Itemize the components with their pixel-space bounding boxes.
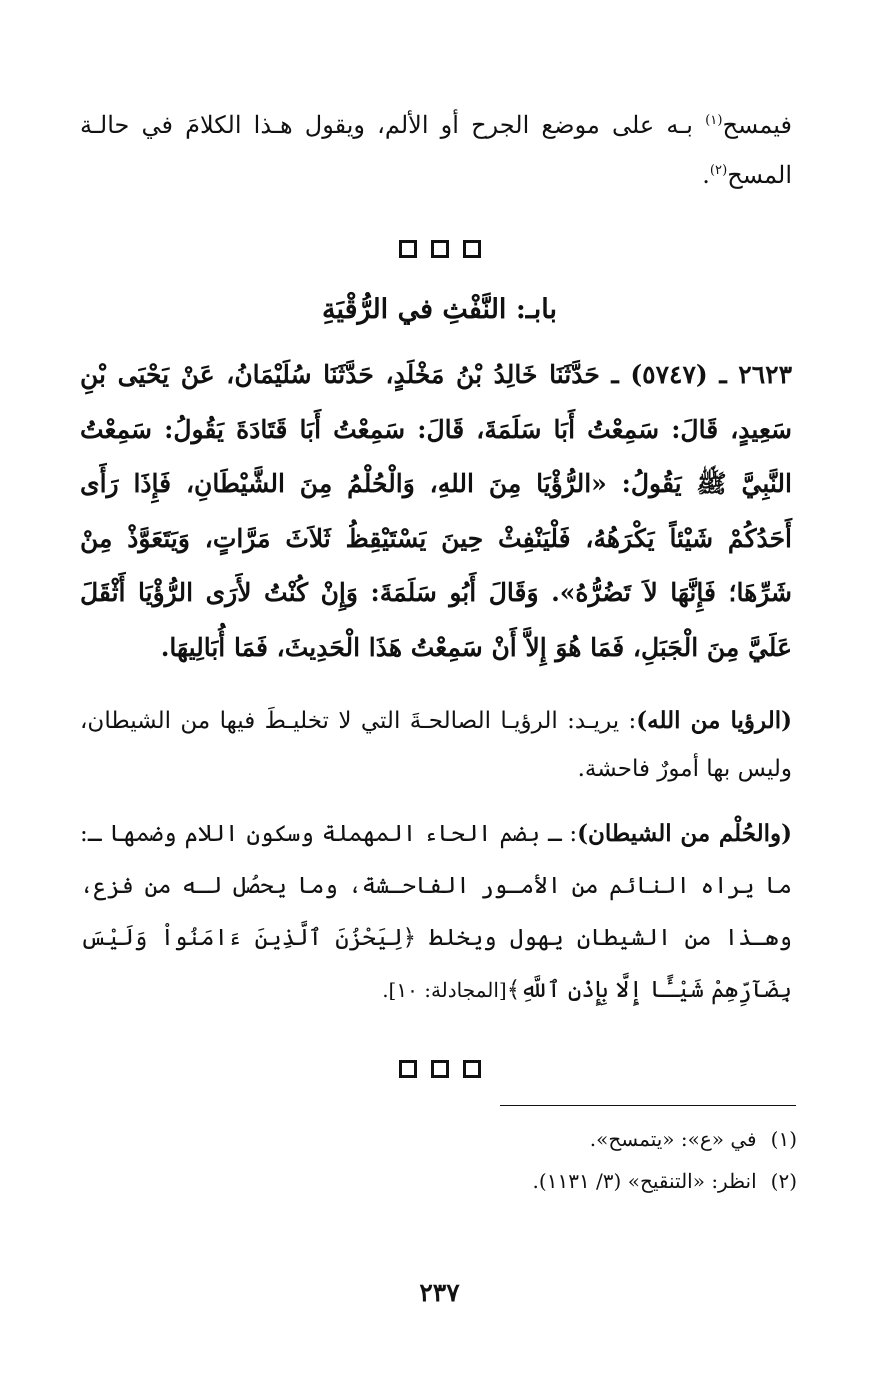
explanation-ruya <box>80 697 792 793</box>
divider-square-icon <box>463 240 481 258</box>
explanation-body: : يريـد: الرؤيـا الصالحـةَ التي لا تخليـطَ فيها من الشيطان، وليس بها أمورٌ فاحشة. <box>80 708 792 782</box>
page-number: ٢٣٧ <box>419 1278 460 1307</box>
section-divider-top <box>0 240 879 258</box>
intro-text-middle: بـه على موضع الجرح أو الألم، ويقول هـذا الكلامَ في حالـة المسح <box>80 111 792 189</box>
intro-text-start: فيمسح <box>722 111 792 139</box>
footnote-text: انظر: «التنقيح» (٣/ ١١٣١). <box>532 1169 757 1193</box>
footnote-item <box>80 1160 797 1202</box>
footnote-separator <box>500 1105 796 1106</box>
divider-square-icon <box>431 1060 449 1078</box>
footnote-marker-2[interactable]: (٢) <box>709 163 728 178</box>
explanation-hulm <box>80 808 792 1016</box>
intro-paragraph <box>80 100 792 200</box>
section-divider-bottom <box>0 1060 879 1078</box>
footnote-text: في «ع»: «يتمسح». <box>589 1127 757 1151</box>
explanation-body: : ـ بضم الحاء المهملة وسكون اللام وضمها ـ: ما يراه النائم من الأمـور الفاحـشة، وما يحصُل لـه من فزع، وهـذا من الشيطان يهول ويخلط ﴿لِيَحْزُنَ ٱلَّذِينَ ءَامَنُواْ وَلَيْسَ بِضَآرِّهِمْ شَيْـًٔا إِلَّا بِإِذْنِ ٱللَّهِ﴾ <box>80 821 792 1003</box>
quran-citation: [المجادلة: ١٠]. <box>382 978 507 1002</box>
divider-square-icon <box>463 1060 481 1078</box>
explanation-term: (والحُلْم من الشيطان) <box>577 820 792 847</box>
intro-text-end: . <box>702 161 710 189</box>
chapter-title: بابـ: النَّفْثِ في الرُّقْيَةِ <box>322 294 557 325</box>
footnote-item <box>80 1118 797 1160</box>
explanation-term: (الرؤيا من الله) <box>636 707 792 734</box>
hadith-text: ٢٦٢٣ ـ (٥٧٤٧) ـ حَدَّثَنَا خَالِدُ بْنُ مَخْلَدٍ، حَدَّثَنَا سُلَيْمَانُ، عَنْ يَحْيَى بْنِ سَعِيدٍ، قَالَ: سَمِعْتُ أَبَا سَلَمَةَ، قَالَ: سَمِعْتُ أَبَا قَتَادَةَ يَقُولُ: سَمِعْتُ النَّبِيَّ ﷺ يَقُولُ: «الرُّؤْيَا مِنَ اللهِ، وَالْحُلْمُ مِنَ الشَّيْطَانِ، فَإِذَا رَأَى أَحَدُكُمْ شَيْئاً يَكْرَهُهُ، فَلْيَنْفِثْ حِينَ يَسْتَيْقِظُ ثَلاَثَ مَرَّاتٍ، وَيَتَعَوَّذْ مِنْ شَرِّهَا؛ فَإِنَّهَا لاَ تَضُرُّهُ». وَقَالَ أَبُو سَلَمَةَ: وَإِنْ كُنْتُ لأَرَى الرُّؤْيَا أَثْقَلَ عَلَيَّ مِنَ الْجَبَلِ، فَمَا هُوَ إِلاَّ أَنْ سَمِعْتُ هَذَا الْحَدِيثَ، فَمَا أُبَالِيهَا. <box>80 360 792 662</box>
divider-square-icon <box>399 240 417 258</box>
divider-square-icon <box>399 1060 417 1078</box>
footnote-number: (١) <box>770 1127 797 1151</box>
footnotes <box>80 1118 797 1202</box>
footnote-marker-1[interactable]: (١) <box>705 113 723 128</box>
divider-square-icon <box>431 240 449 258</box>
footnote-number: (٢) <box>770 1169 797 1193</box>
